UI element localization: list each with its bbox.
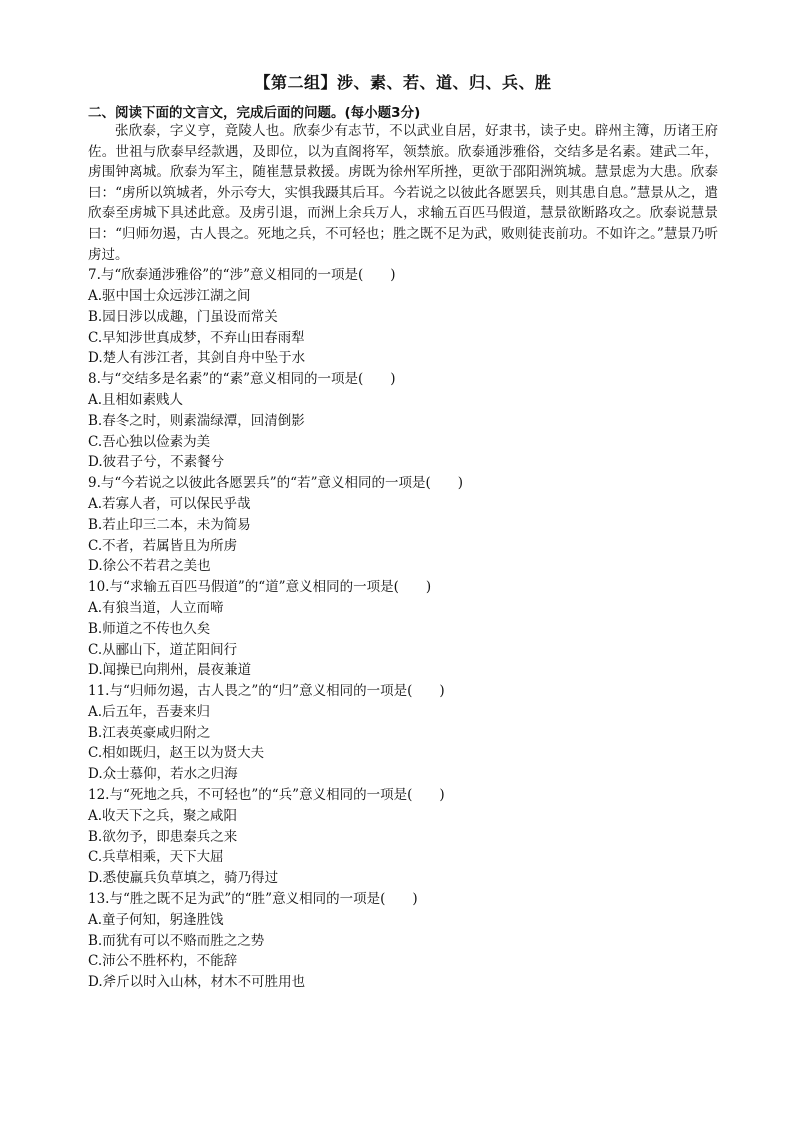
option-d: D.悉使羸兵负草填之，骑乃得过 bbox=[88, 870, 279, 887]
option-b: B.而犹有可以不赂而胜之之势 bbox=[88, 932, 265, 949]
option-a: A.收天下之兵，聚之咸阳 bbox=[88, 807, 238, 824]
question-9 bbox=[88, 473, 718, 577]
question-stem: 11.与“归师勿遏，古人畏之”的“归”意义相同的一项是( ) bbox=[88, 683, 445, 700]
option-b: B.若止印三二本，未为简易 bbox=[88, 516, 251, 533]
option-d: D.斧斤以时入山林，材木不可胜用也 bbox=[88, 974, 306, 991]
option-a: A.若寡人者，可以保民乎哉 bbox=[88, 495, 251, 512]
option-d: D.徐公不若君之美也 bbox=[88, 558, 211, 575]
question-stem: 10.与“求输五百匹马假道”的“道”意义相同的一项是( ) bbox=[88, 579, 432, 596]
question-stem: 9.与“今若说之以彼此各愿罢兵”的“若”意义相同的一项是( ) bbox=[88, 475, 464, 492]
option-a: A.驱中国士众远涉江湖之间 bbox=[88, 287, 251, 304]
question-list bbox=[88, 265, 718, 993]
option-d: D.闻操已向荆州，晨夜兼道 bbox=[88, 662, 252, 679]
classical-chinese-passage: 张欣泰，字义亨，竟陵人也。欣泰少有志节，不以武业自居，好隶书，读子史。辟州主簿，历诸王府佐。世祖与欣泰早经款遇，及即位，以为直阁将军，领禁旅。欣泰通涉雅俗，交结多是名素。建武二年，虏围钟离城。欣泰为军主，随崔慧景救援。虏既为徐州军所挫，更欲于邵阳洲筑城。慧景虑为大患。欣泰曰：“虏所以筑城者，外示夸大，实惧我蹑其后耳。今若说之以彼此各愿罢兵，则其患自息。”慧景从之，遣欣泰至虏城下具述此意。及虏引退，而洲上余兵万人，求输五百匹马假道，慧景欲断路攻之。欣泰说慧景曰：“归师勿遏，古人畏之。死地之兵，不可轻也；胜之既不足为武，败则徒丧前功。不如许之。”慧景乃听虏过。 bbox=[88, 123, 718, 263]
option-b: B.园日涉以成趣，门虽设而常关 bbox=[88, 308, 278, 325]
section-heading: 二、阅读下面的文言文，完成后面的问题。(每小题3分) bbox=[88, 105, 421, 121]
document-page bbox=[88, 70, 718, 993]
option-c: C.不者，若属皆且为所虏 bbox=[88, 537, 238, 554]
option-a: A.后五年，吾妻来归 bbox=[88, 703, 211, 720]
question-8 bbox=[88, 369, 718, 473]
question-stem: 13.与“胜之既不足为武”的“胜”意义相同的一项是( ) bbox=[88, 891, 418, 908]
question-13 bbox=[88, 889, 718, 993]
option-a: A.且相如素贱人 bbox=[88, 391, 184, 408]
question-7 bbox=[88, 265, 718, 369]
option-a: A.有狼当道，人立而啼 bbox=[88, 599, 224, 616]
option-c: C.相如既归，赵王以为贤大夫 bbox=[88, 745, 265, 762]
option-b: B.师道之不传也久矣 bbox=[88, 620, 211, 637]
option-c: C.吾心独以俭素为美 bbox=[88, 433, 211, 450]
question-stem: 7.与“欣泰通涉雅俗”的“涉”意义相同的一项是( ) bbox=[88, 267, 396, 284]
option-b: B.春冬之时，则素湍绿潭，回清倒影 bbox=[88, 412, 305, 429]
option-d: D.众士慕仰，若水之归海 bbox=[88, 766, 238, 783]
option-c: C.从郦山下，道芷阳间行 bbox=[88, 641, 238, 658]
option-d: D.彼君子兮，不素餐兮 bbox=[88, 454, 225, 471]
option-b: B.江表英豪咸归附之 bbox=[88, 724, 211, 741]
option-d: D.楚人有涉江者，其剑自舟中坠于水 bbox=[88, 350, 306, 367]
option-a: A.童子何知，躬逢胜饯 bbox=[88, 911, 224, 928]
question-11 bbox=[88, 681, 718, 785]
question-10 bbox=[88, 577, 718, 681]
option-c: C.沛公不胜杯杓，不能辞 bbox=[88, 953, 238, 970]
question-stem: 8.与“交结多是名素”的“素”意义相同的一项是( ) bbox=[88, 371, 396, 388]
option-c: C.兵草相乘，天下大屈 bbox=[88, 849, 224, 866]
question-12 bbox=[88, 785, 718, 889]
document-title: 【第二组】涉、素、若、道、归、兵、胜 bbox=[254, 73, 552, 92]
question-stem: 12.与“死地之兵，不可轻也”的“兵”意义相同的一项是( ) bbox=[88, 787, 445, 804]
option-c: C.早知涉世真成梦，不弃山田春雨犁 bbox=[88, 329, 305, 346]
option-b: B.欲勿予，即患秦兵之来 bbox=[88, 828, 238, 845]
